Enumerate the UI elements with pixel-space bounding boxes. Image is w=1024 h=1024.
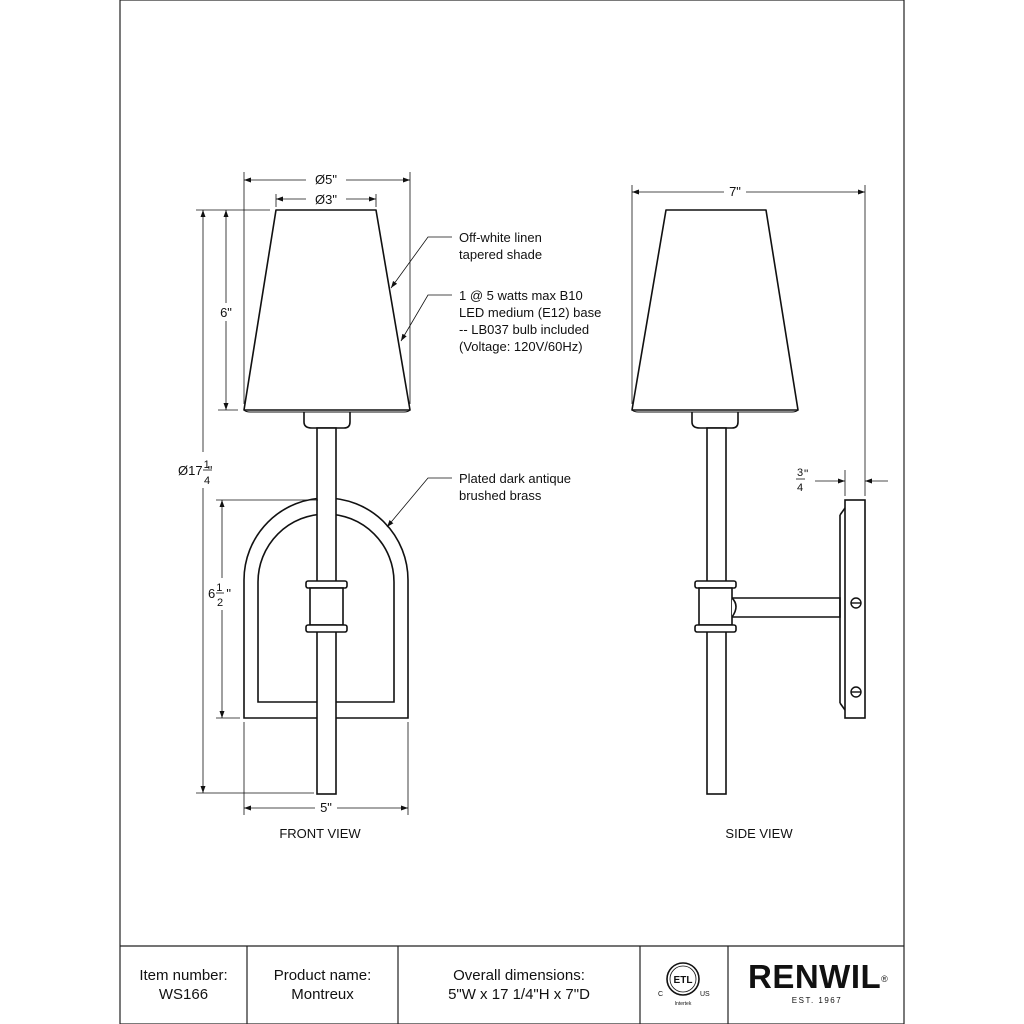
svg-text:C: C [658, 991, 664, 998]
dim-backplate-depth-num: 3 [797, 467, 804, 479]
dim-backplate-depth-unit: " [804, 467, 809, 481]
product-name-value: Montreux [291, 986, 354, 1003]
dim-frame-height-den: 2 [217, 597, 224, 609]
side-shade [632, 210, 798, 410]
front-shade [244, 210, 410, 410]
svg-text:Intertek: Intertek [674, 1001, 692, 1007]
dim-overall-height: $Ø17^1$" [178, 459, 213, 478]
front-socket [304, 412, 350, 428]
item-number-value: WS166 [158, 986, 209, 1003]
dim-frame-height: $6^1$ " [208, 582, 231, 601]
side-view-label: SIDE VIEW [725, 826, 793, 841]
overall-dimensions-label: Overall dimensions: [453, 967, 585, 984]
side-backplate [845, 500, 865, 718]
callout-bulb: 1 @ 5 watts max B10 LED medium (E12) base -- LB037 bulb included (Voltage: 120V/60Hz) [459, 288, 602, 354]
callouts [459, 230, 605, 503]
side-collar [695, 581, 736, 632]
front-view-label: FRONT VIEW [279, 826, 361, 841]
side-socket [692, 412, 738, 428]
side-view [632, 210, 865, 794]
callout-shade: Off-white linen tapered shade [459, 230, 543, 262]
dim-frame-width: 5" [320, 800, 332, 815]
callout-finish: Plated dark antique brushed brass [459, 471, 572, 503]
product-name-label: Product name: [273, 967, 372, 984]
dim-shade-height: 6" [220, 305, 232, 320]
front-view [244, 210, 410, 794]
sheet-border [120, 0, 904, 1024]
dim-backplate-depth-den: 4 [797, 482, 804, 494]
dim-overall-depth: 7" [729, 184, 741, 199]
product-name-cell [247, 946, 398, 1024]
brand-registered-mark: ® [881, 974, 889, 984]
dim-shade-top: Ø3" [315, 192, 337, 207]
dim-shade-bottom: Ø5" [315, 172, 337, 187]
item-number-label: Item number: [139, 967, 228, 984]
brand-established: EST. 1967 [791, 996, 843, 1005]
side-arm [730, 598, 840, 617]
etl-certification-icon [655, 958, 711, 1008]
dim-overall-height-den: 4 [204, 475, 211, 487]
item-number-cell [120, 946, 247, 1024]
overall-dimensions-value: 5"W x 17 1/4"H x 7"D [448, 986, 590, 1003]
front-collar [306, 581, 347, 632]
side-dimensions [632, 185, 888, 496]
svg-text:US: US [700, 991, 710, 998]
side-dimension-labels [724, 183, 808, 494]
svg-text:ETL: ETL [673, 975, 693, 986]
brand-name: RENWIL [748, 958, 882, 995]
overall-dimensions-cell [398, 946, 640, 1024]
brand-logo [748, 958, 889, 1005]
